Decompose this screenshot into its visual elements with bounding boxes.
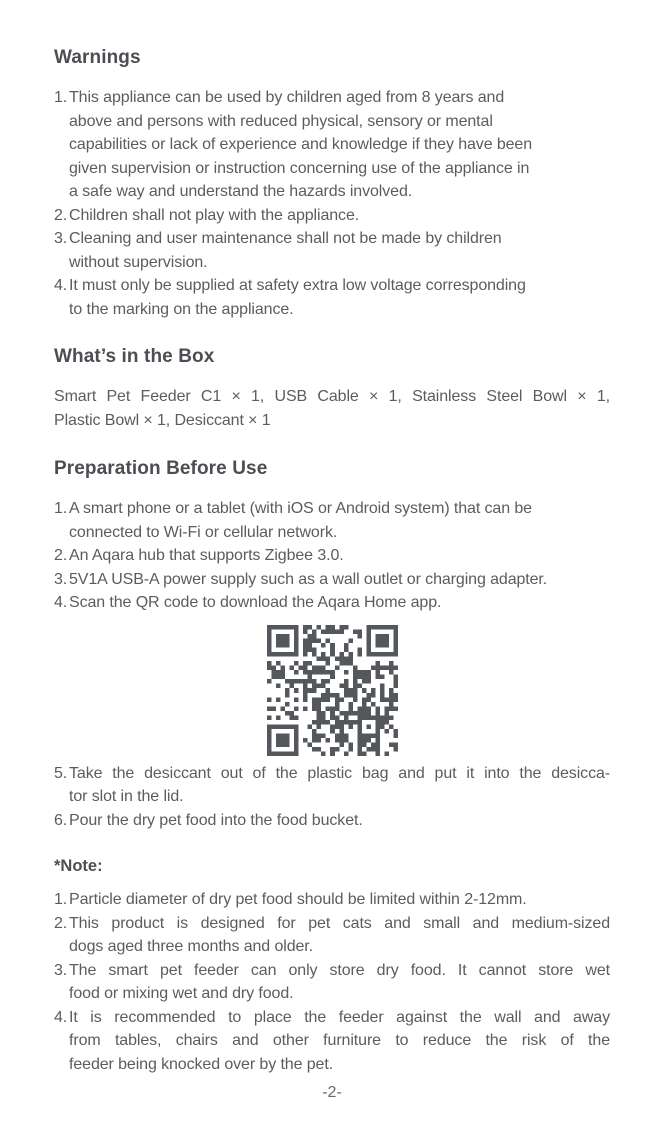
text-line: connected to Wi-Fi or cellular network. xyxy=(69,523,338,541)
list-item-text xyxy=(69,86,610,204)
list-item-number: 3. xyxy=(54,230,68,247)
text-line: The smart pet feeder can only store dry food. It cannot store wet xyxy=(69,961,610,979)
text-line: Cleaning and user maintenance shall not be made by children xyxy=(69,230,502,247)
text-line: above and persons with reduced physical, sensory or mental xyxy=(69,112,493,130)
list-item xyxy=(54,959,610,1006)
list-item-text xyxy=(69,888,610,912)
note-list xyxy=(54,888,610,1076)
text-line: dogs aged three months and older. xyxy=(69,938,313,955)
qr-code-container xyxy=(267,625,398,756)
text-line: An Aqara hub that supports Zigbee 3.0. xyxy=(69,547,344,564)
text-line: given supervision or instruction concerning use of the appliance in xyxy=(69,159,530,177)
list-item-number: 1. xyxy=(54,500,68,517)
box-contents-paragraph xyxy=(54,385,610,432)
text-line: without supervision. xyxy=(69,253,208,271)
text-line: 5V1A USB-A power supply such as a wall outlet or charging adapter. xyxy=(69,570,548,588)
list-item-number: 5. xyxy=(54,764,68,782)
list-item xyxy=(54,544,610,568)
list-item xyxy=(54,912,610,959)
note-heading: *Note: xyxy=(54,857,103,875)
list-item xyxy=(54,227,610,274)
list-item-number: 3. xyxy=(54,570,68,588)
whats-in-the-box-heading: What’s in the Box xyxy=(54,346,215,367)
preparation-list xyxy=(54,497,610,615)
text-line: food or mixing wet and dry food. xyxy=(69,985,294,1002)
list-item-text xyxy=(69,1006,610,1077)
list-item-text xyxy=(69,591,610,615)
aqara-home-app-qr-code-icon xyxy=(267,625,398,756)
list-item-text xyxy=(69,227,610,274)
list-item-text xyxy=(69,809,610,833)
text-line: to the marking on the appliance. xyxy=(69,300,294,318)
list-item xyxy=(54,274,610,321)
warnings-list xyxy=(54,86,610,321)
list-item-number: 4. xyxy=(54,1008,68,1026)
list-item-number: 3. xyxy=(54,961,68,979)
text-line: This product is designed for pet cats and small and medium-sized xyxy=(69,914,610,932)
list-item xyxy=(54,568,610,592)
text-line: It is recommended to place the feeder against the wall and away xyxy=(69,1008,610,1026)
text-line: Particle diameter of dry pet food should be limited within 2-12mm. xyxy=(69,891,527,908)
text-line: Plastic Bowl × 1, Desiccant × 1 xyxy=(54,411,271,429)
text-line: Pour the dry pet food into the food bucket. xyxy=(69,811,363,829)
text-line: tor slot in the lid. xyxy=(69,788,184,805)
list-item-number: 1. xyxy=(54,89,68,106)
list-item-text xyxy=(69,959,610,1006)
list-item xyxy=(54,762,610,809)
text-line: It must only be supplied at safety extra low voltage corresponding xyxy=(69,277,526,294)
text-line: This appliance can be used by children aged from 8 years and xyxy=(69,89,505,106)
preparation-list-continued xyxy=(54,762,610,833)
text-line: Children shall not play with the appliance. xyxy=(69,206,360,224)
list-item-text xyxy=(69,568,610,592)
list-item xyxy=(54,809,610,833)
list-item-number: 2. xyxy=(54,547,68,564)
page-number: -2- xyxy=(322,1084,342,1101)
list-item-text xyxy=(69,274,610,321)
list-item-number: 4. xyxy=(54,594,68,611)
text-line: feeder being knocked over by the pet. xyxy=(69,1055,334,1073)
list-item xyxy=(54,1006,610,1077)
list-item xyxy=(54,888,610,912)
list-item-text xyxy=(69,762,610,809)
text-line: Scan the QR code to download the Aqara Home app. xyxy=(69,594,442,611)
list-item-number: 6. xyxy=(54,811,68,829)
list-item-number: 2. xyxy=(54,914,68,932)
list-item xyxy=(54,86,610,204)
preparation-heading: Preparation Before Use xyxy=(54,458,268,479)
warnings-heading: Warnings xyxy=(54,47,141,68)
list-item-text xyxy=(69,912,610,959)
list-item-text xyxy=(69,497,610,544)
list-item-text xyxy=(69,204,610,228)
list-item-number: 1. xyxy=(54,891,68,908)
list-item-number: 4. xyxy=(54,277,68,294)
text-line: A smart phone or a tablet (with iOS or Android system) that can be xyxy=(69,500,532,517)
text-line: Smart Pet Feeder C1 × 1, USB Cable × 1, Stainless Steel Bowl × 1, xyxy=(54,388,610,405)
text-line: a safe way and understand the hazards involved. xyxy=(69,183,413,200)
text-line: capabilities or lack of experience and knowledge if they have been xyxy=(69,136,533,153)
text-line: Take the desiccant out of the plastic bag and put it into the desicca- xyxy=(69,764,610,782)
list-item-number: 2. xyxy=(54,206,68,224)
list-item-text xyxy=(69,544,610,568)
list-item xyxy=(54,497,610,544)
list-item xyxy=(54,204,610,228)
text-line: from tables, chairs and other furniture to reduce the risk of the xyxy=(69,1032,610,1049)
list-item xyxy=(54,591,610,615)
